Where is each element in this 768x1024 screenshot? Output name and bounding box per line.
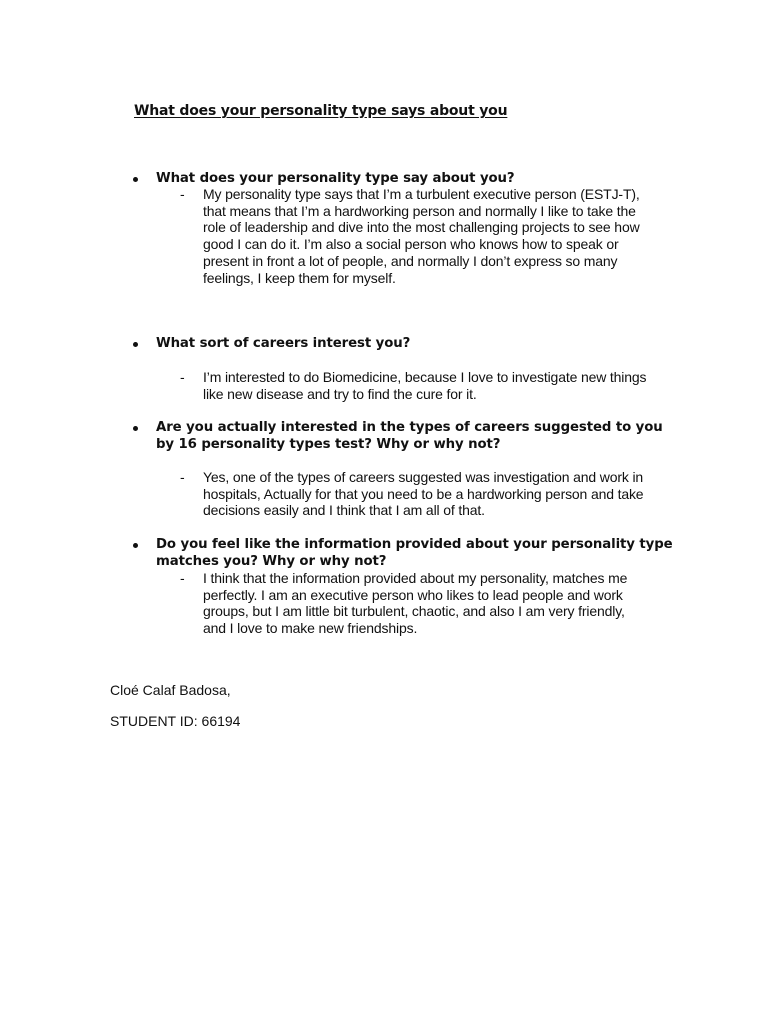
question-item <box>132 419 676 453</box>
answer-text: Yes, one of the types of careers suggested was investigation and work in hospitals, Actually for that you need to be a hardworking person and take decisions easily and I think that I am all of that. <box>203 469 644 519</box>
question-item <box>132 335 676 352</box>
answer-text: I’m interested to do Biomedicine, because I love to investigate new things like new disease and try to find the cure for it. <box>203 369 647 402</box>
bullet-icon <box>133 177 138 182</box>
author-name: Cloé Calaf Badosa, <box>110 682 231 698</box>
question-text: Do you feel like the information provided about your personality type matches you? Why or why not? <box>156 537 673 569</box>
bullet-icon <box>133 426 138 431</box>
question-text: What sort of careers interest you? <box>156 336 411 351</box>
answer-text: I think that the information provided about my personality, matches me perfectly. I am an executive person who likes to lead people and work groups, but I am little bit turbulent, chaotic, and also I am very friendly, and I love to make new friendships. <box>203 570 628 637</box>
dash-icon: - <box>180 369 185 385</box>
dash-icon: - <box>180 570 185 586</box>
page-title: What does your personality type says about you <box>134 103 508 119</box>
dash-icon: - <box>180 469 185 485</box>
answer-item <box>180 570 650 637</box>
question-text: What does your personality type say about you? <box>156 171 515 186</box>
answer-text: My personality type says that I’m a turbulent executive person (ESTJ-T), that means that I’m a hardworking person and normally I like to take the role of leadership and dive into the most challenging projects to see how good I can do it. I’m also a social person who knows how to speak or present in front a lot of people, and normally I don’t express so many feelings, I keep them for myself. <box>203 186 640 286</box>
question-item <box>132 170 676 187</box>
bullet-icon <box>133 342 138 347</box>
question-text: Are you actually interested in the types of careers suggested to you by 16 personality types test? Why or why not? <box>156 420 663 452</box>
student-id: STUDENT ID: 66194 <box>110 713 241 729</box>
answer-item <box>180 186 650 286</box>
question-item <box>132 536 676 570</box>
answer-item <box>180 469 650 519</box>
answer-item <box>180 369 650 402</box>
dash-icon: - <box>180 186 185 202</box>
bullet-icon <box>133 543 138 548</box>
